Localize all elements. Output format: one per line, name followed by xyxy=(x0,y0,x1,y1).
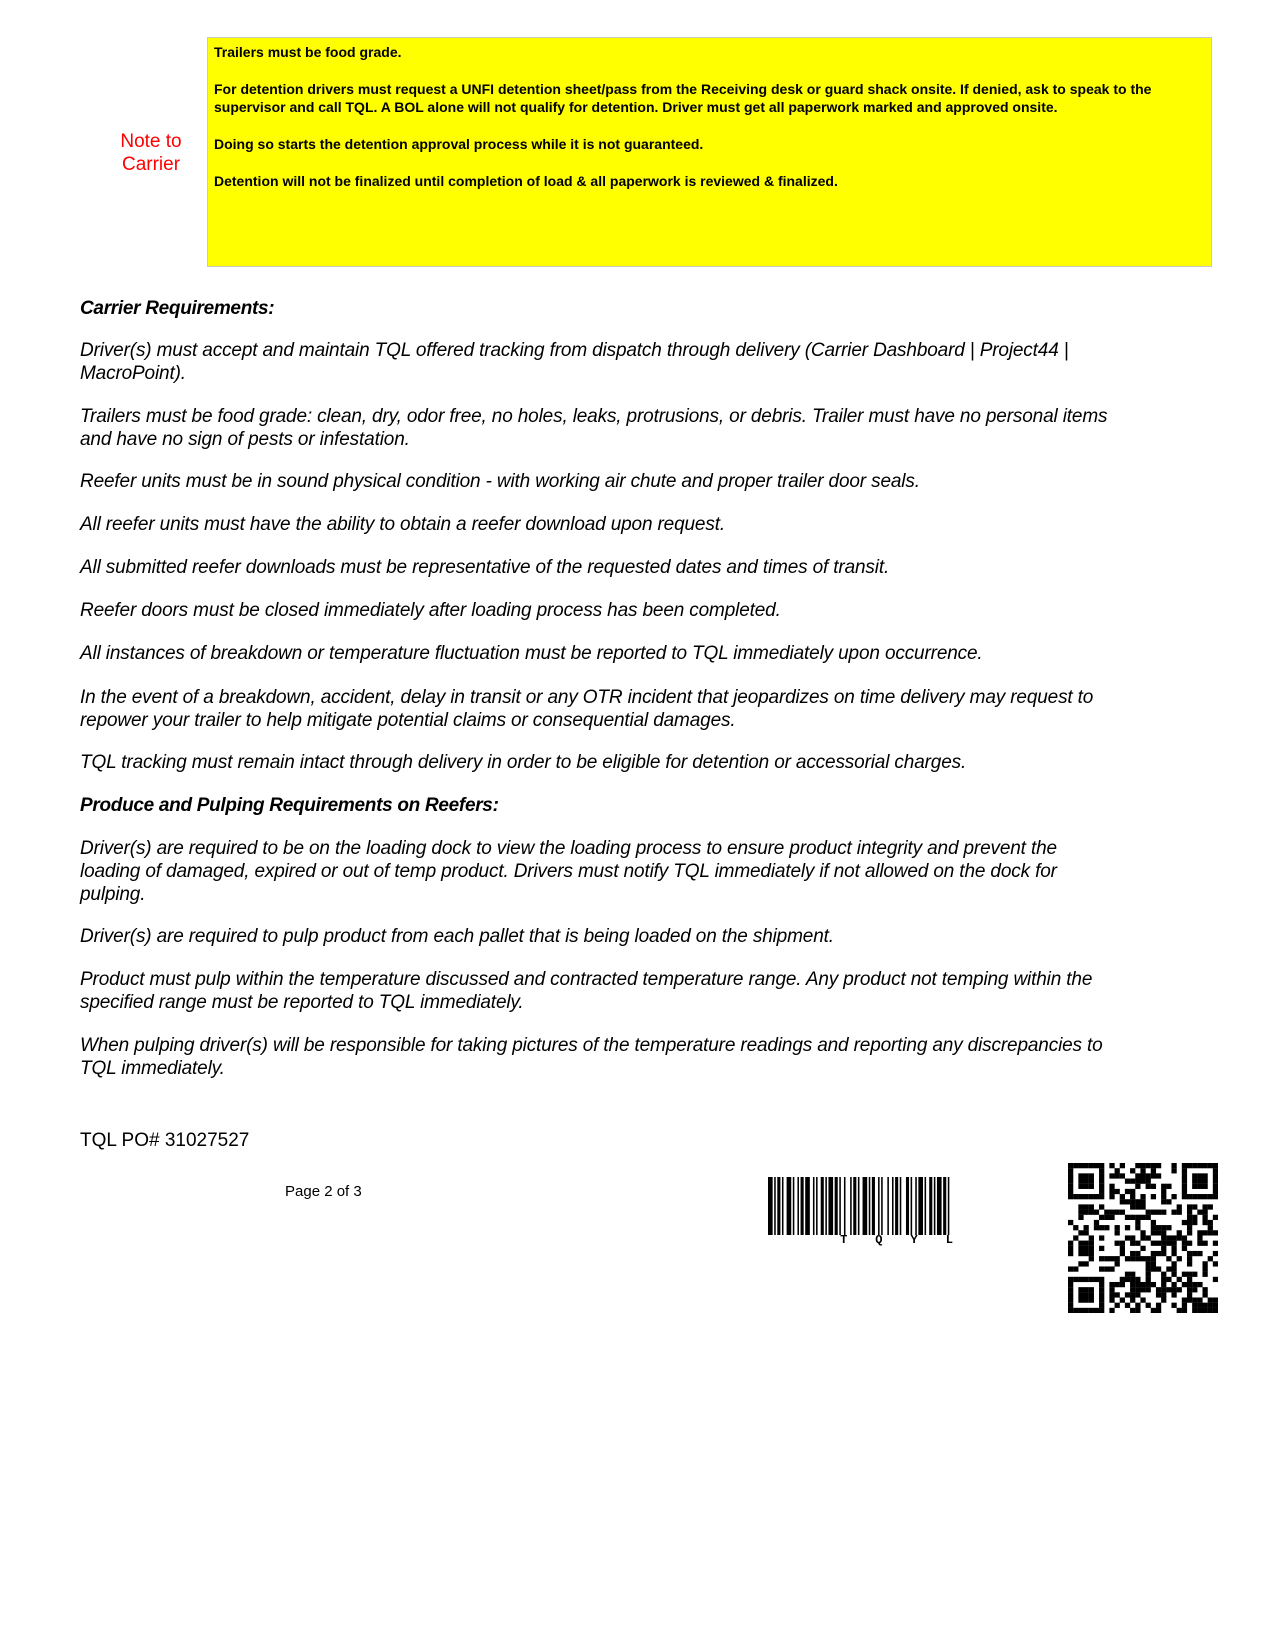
carrier-requirement-item: Reefer doors must be closed immediately after loading process has been completed. xyxy=(80,600,781,621)
qr-code xyxy=(1068,1163,1218,1313)
note-to-carrier-label: Note to Carrier xyxy=(120,131,182,175)
note-line: Detention will not be finalized until completion of load & all paperwork is reviewed & finalized. xyxy=(214,173,838,189)
barcode-text: TQYL xyxy=(840,1233,981,1247)
note-line: Trailers must be food grade. xyxy=(214,44,402,60)
barcode-bars xyxy=(768,1177,1053,1235)
produce-requirement-item: Driver(s) are required to be on the loading dock to view the loading process to ensure product integrity and prevent the loading of damaged, expired or out of temp product. Drivers must notify TQL immediately if not allowed on the dock for pulping. xyxy=(80,838,1057,905)
page-number: Page 2 of 3 xyxy=(285,1183,362,1200)
carrier-requirement-item: TQL tracking must remain intact through delivery in order to be eligible for detention or accessorial charges. xyxy=(80,752,967,773)
po-number: TQL PO# 31027527 xyxy=(80,1130,250,1151)
produce-requirement-item: When pulping driver(s) will be responsible for taking pictures of the temperature readings and reporting any discrepancies to TQL immediately. xyxy=(80,1035,1103,1079)
barcode xyxy=(768,1177,1053,1249)
note-line: Doing so starts the detention approval process while it is not guaranteed. xyxy=(214,136,704,152)
produce-requirement-item: Product must pulp within the temperature discussed and contracted temperature range. Any product not temping within the specified range must be reported to TQL immediately. xyxy=(80,969,1093,1013)
carrier-requirement-item: All reefer units must have the ability to obtain a reefer download upon request. xyxy=(80,514,725,535)
carrier-requirement-item: Driver(s) must accept and maintain TQL offered tracking from dispatch through delivery (Carrier Dashboard | Project44 | MacroPoint). xyxy=(80,340,1069,384)
produce-requirements-heading: Produce and Pulping Requirements on Reefers: xyxy=(80,795,499,816)
carrier-requirement-item: Trailers must be food grade: clean, dry, odor free, no holes, leaks, protrusions, or debris. Trailer must have no personal items and have no sign of pests or infestation. xyxy=(80,406,1108,450)
carrier-requirement-item: All instances of breakdown or temperature fluctuation must be reported to TQL immediately upon occurrence. xyxy=(80,643,983,664)
produce-requirement-item: Driver(s) are required to pulp product from each pallet that is being loaded on the shipment. xyxy=(80,926,834,947)
carrier-requirement-item: In the event of a breakdown, accident, delay in transit or any OTR incident that jeopardizes on time delivery may request to repower your trailer to help mitigate potential claims or consequential damages. xyxy=(80,687,1094,731)
note-line: For detention drivers must request a UNFI detention sheet/pass from the Receiving desk or guard shack onsite. If denied, ask to speak to the supervisor and call TQL. A BOL alone will not qualify for detention. Driver must get all paperwork marked and approved onsite. xyxy=(214,81,1152,115)
carrier-requirement-item: Reefer units must be in sound physical condition - with working air chute and proper trailer door seals. xyxy=(80,471,920,492)
note-to-carrier-box xyxy=(207,37,1212,267)
carrier-requirement-item: All submitted reefer downloads must be representative of the requested dates and times of transit. xyxy=(80,557,890,578)
carrier-requirements-heading: Carrier Requirements: xyxy=(80,298,275,319)
